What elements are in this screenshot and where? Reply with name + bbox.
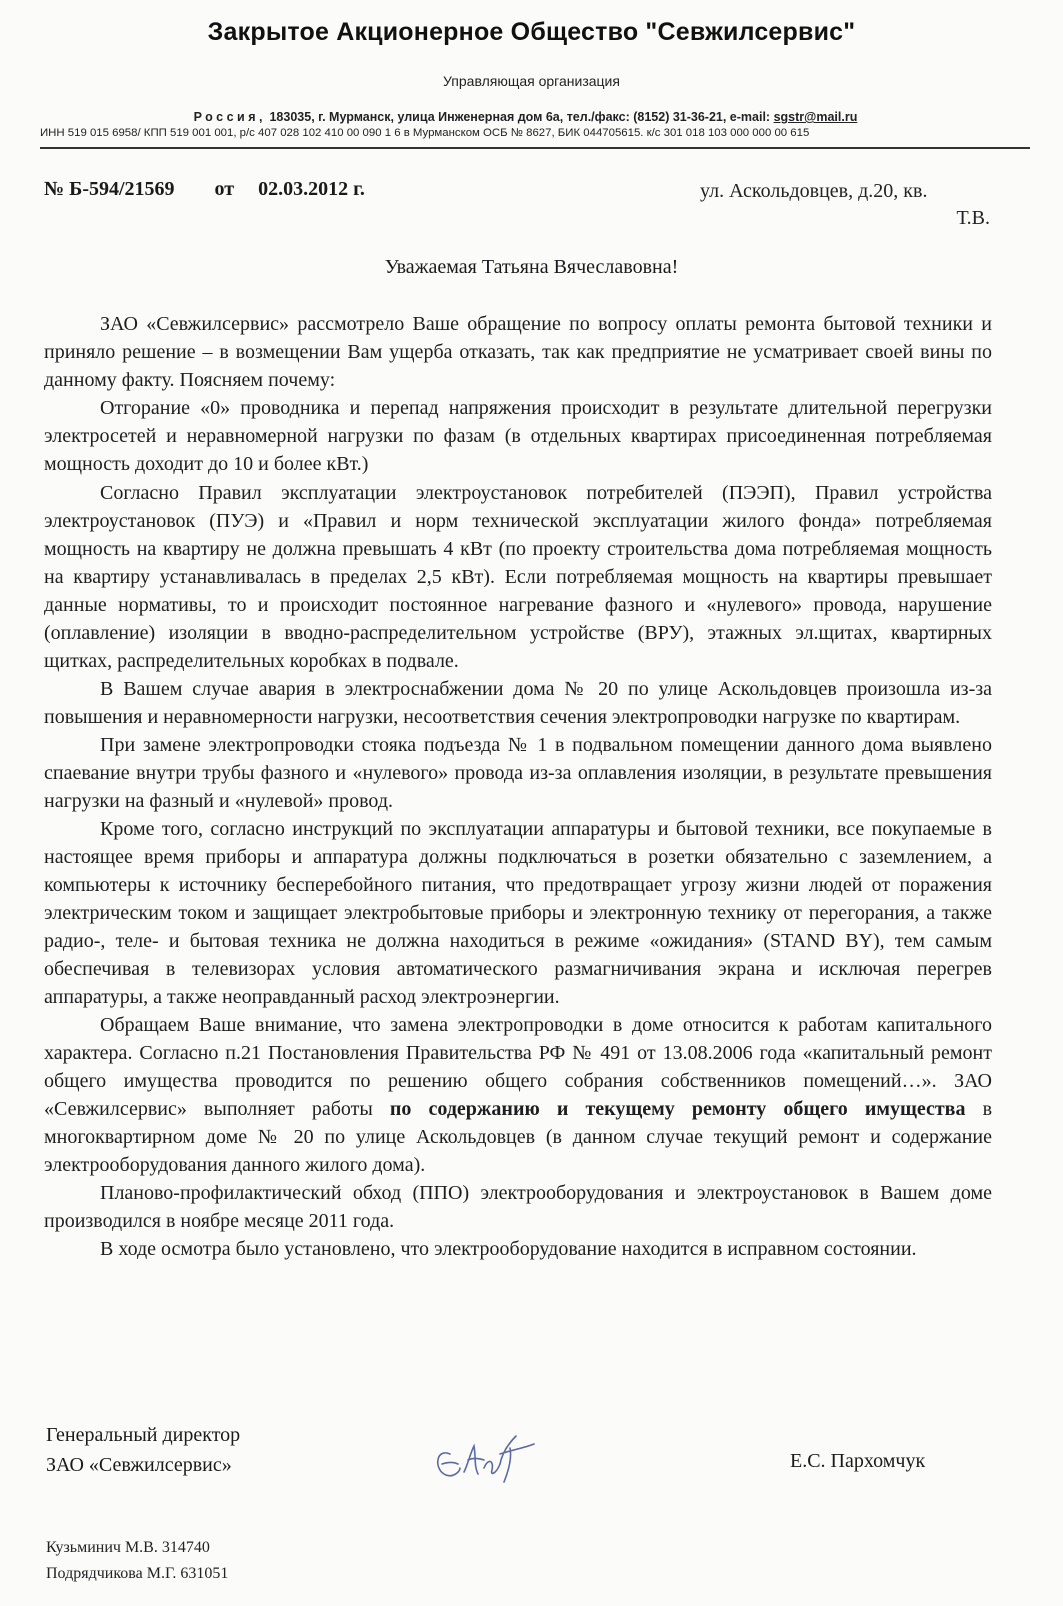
header-divider [40,147,1030,149]
body-paragraph: ЗАО «Севжилсервис» рассмотрело Ваше обращение по вопросу оплаты ремонта бытовой техники и приняло решение – в возмещении Вам ущерба отказать, так как предприятие не усматривает своей вины по данному факту. Поясняем почему: [44,313,992,391]
bold-phrase: по содержанию и текущему ремонту общего имущества [389,1098,966,1120]
contact-persons [46,1535,228,1587]
organization-subtitle: Управляющая организация [443,73,620,89]
letter-date: 02.03.2012 г. [258,178,365,200]
paragraph-text: Обращаем Ваше внимание, что замена электропроводки в доме относится к работам капитального характера. Согласно п.21 Постановления Правительства РФ № 491 от 13.08.2006 года «капитальный ремонт общего имущества проводится по решению общего собрания собственников помещений…». ЗАО «Севжилсервис» выполняет работы [44,1014,992,1120]
contact-line: Подрядчикова М.Г. 631051 [46,1565,229,1582]
body-paragraph: В ходе осмотра было установлено, что электрооборудование находится в исправном состоянии. [100,1238,917,1260]
letter-number: № Б-594/21569 [44,178,175,200]
body-paragraph: Согласно Правил эксплуатации электроустановок потребителей (ПЭЭП), Правил устройства электроустановок (ПУЭ) и «Правил и норм технической эксплуатации жилого фонда» потребляемая мощность на квартиру не должна превышать 4 кВт (по проекту строительства дома потребляемая мощность на квартиру устанавливалась в пределах 2,5 кВт). Если потребляемая мощность на квартиры превышает данные нормативы, то и происходит постоянное нагревание фазного и «нулевого» провода, нарушение (оплавление) изоляции в вводно-распределительном устройстве (ВРУ), этажных эл.щитах, квартирных щитках, распределительных коробках в подвале. [44,482,992,672]
address-country: Россия, [193,110,266,124]
signatory-name: Е.С. Пархомчук [790,1450,926,1472]
from-word: от [214,178,235,200]
recipient-initials: Т.В. [956,207,990,229]
contact-line: Кузьминич М.В. 314740 [46,1539,210,1556]
handwritten-signature [430,1424,550,1486]
outgoing-number-line [44,178,365,201]
body-paragraph: Планово-профилактический обход (ППО) электрооборудования и электроустановок в Вашем доме производился в ноябре месяце 2011 года. [44,1182,992,1232]
position-title: Генеральный директор [46,1424,241,1446]
letter-body [44,310,992,1263]
greeting: Уважаемая Татьяна Вячеславовна! [384,256,679,278]
address-line [40,110,1011,124]
bank-requisites: ИНН 519 015 6958/ КПП 519 001 001, р/с 407 028 102 410 00 090 1 6 в Мурманском ОСБ № 8627, БИК 044705615. к/с 301 018 103 000 000 00 615 [40,127,810,139]
paragraph-text: в многоквартирном доме № 20 по улице Аскольдовцев (в данном случае текущий ремонт и содержание электрооборудования данного жилого дома). [44,1098,993,1176]
address-details: 183035, г. Мурманск, улица Инженерная дом 6а, тел./факс: (8152) 31-36-21, e-mail: [269,110,771,124]
recipient-address: ул. Аскольдовцев, д.20, кв. [700,180,928,202]
organization-title: Закрытое Акционерное Общество "Севжилсервис" [207,18,856,46]
body-paragraph [44,1011,992,1179]
position-company: ЗАО «Севжилсервис» [46,1454,232,1476]
body-paragraph: В Вашем случае авария в электроснабжении дома № 20 по улице Аскольдовцев произошла из-за повышения и неравномерности нагрузки, несоответствия сечения электропроводки нагрузке по квартирам. [44,678,992,728]
body-paragraph: При замене электропроводки стояка подъезда № 1 в подвальном помещении данного дома выявлено спаевание внутри трубы фазного и «нулевого» провода из-за оплавления изоляции, в результате превышения нагрузки на фазный и «нулевой» провод. [44,734,992,812]
signatory-position [46,1420,240,1480]
email-link[interactable]: sgstr@mail.ru [773,110,858,124]
recipient-block [700,178,998,232]
body-paragraph: Кроме того, согласно инструкций по эксплуатации аппаратуры и бытовой техники, все покупаемые в настоящее время приборы и аппаратура должны подключаться в розетки обязательно с заземлением, а компьютеры к источнику бесперебойного питания, что предотвращает угрозу жизни людей от поражения электрическим током и защищает электробытовые приборы и электронную технику от перегорания, а также радио-, теле- и бытовая техника не должна находиться в режиме «ожидания» (STAND BY), тем самым обеспечивая в телевизорах условия автоматического размагничивания экрана и исключая перегрев аппаратуры, а также неоправданный расход электроэнергии. [44,818,992,1008]
body-paragraph: Отгорание «0» проводника и перепад напряжения происходит в результате длительной перегрузки электросетей и неравномерной нагрузки по фазам (в отдельных квартирах присоединенная потребляемая мощность доходит до 10 и более кВт.) [44,397,992,475]
